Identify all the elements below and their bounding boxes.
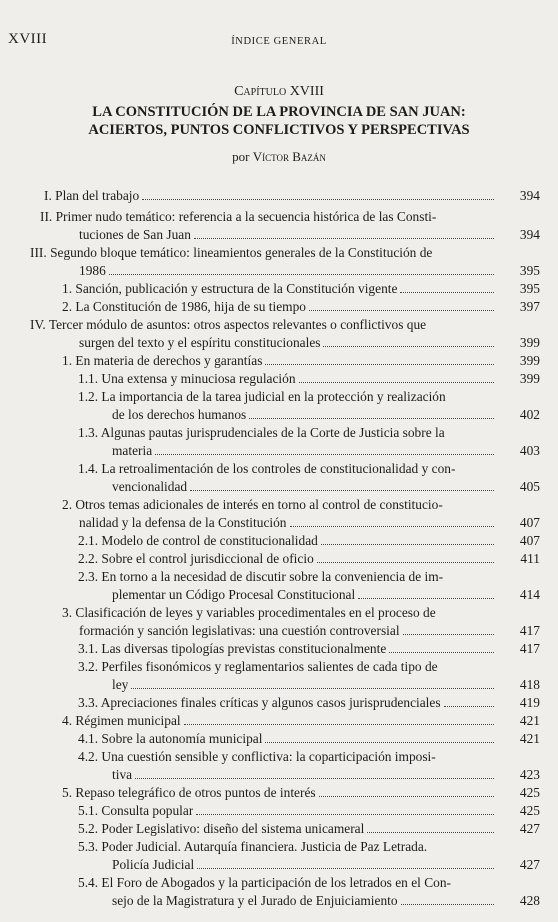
toc-entry-line: 5.3. Poder Judicial. Autarquía financiera. Justicia de Paz Letrada. xyxy=(78,839,428,854)
toc-entry-line xyxy=(78,802,497,820)
toc-entry-title: plementar un Código Procesal Constitucional xyxy=(112,587,356,602)
dot-leader xyxy=(358,586,494,599)
toc-entry-line: 2. Otros temas adicionales de interés en torno al control de constitucio- xyxy=(62,497,443,512)
toc-entry-title: nalidad y la defensa de la Constitución xyxy=(79,515,287,530)
page-number-roman: XVIII xyxy=(8,31,48,47)
toc-entry-line xyxy=(78,820,497,838)
toc-entry-title: 1.1. Una extensa y minuciosa regulación xyxy=(78,371,296,386)
toc-entry-line xyxy=(78,370,497,388)
toc-entry-line xyxy=(112,892,497,910)
toc-entry-title: tiva xyxy=(112,767,133,782)
toc-entry-title: 5. Repaso telegráfico de otros puntos de interés xyxy=(62,785,316,800)
toc-entry-line xyxy=(78,550,497,568)
toc-entry-line xyxy=(78,694,497,712)
toc-entry-title: 5.1. Consulta popular xyxy=(78,803,194,818)
toc-page-number: 428 xyxy=(519,893,540,908)
chapter-title-line-2: ACIERTOS, PUNTOS CONFLICTIVOS Y PERSPECTIVAS xyxy=(88,122,470,138)
toc-entry-title: vencionalidad xyxy=(112,479,188,494)
toc-entry-line: 1.3. Algunas pautas jurisprudenciales de la Corte de Justicia sobre la xyxy=(78,425,445,440)
toc-entry-title: formación y sanción legislativas: una cuestión controversial xyxy=(79,623,400,638)
dot-leader xyxy=(197,856,494,869)
toc-entry-title: de los derechos humanos xyxy=(112,407,247,422)
toc-entry-line: 2.3. En torno a la necesidad de discutir sobre la conveniencia de im- xyxy=(78,569,444,584)
dot-leader xyxy=(323,334,494,347)
toc-entry-line xyxy=(78,532,497,550)
toc-entry-title: 4. Régimen municipal xyxy=(62,713,181,728)
toc-entry-title: 3.1. Las diversas tipologías previstas constitucionalmente xyxy=(78,641,387,656)
dot-leader xyxy=(290,514,495,527)
toc-entry-title: tuciones de San Juan xyxy=(79,227,191,242)
toc-entry-line: 3. Clasificación de leyes y variables procedimentales en el proceso de xyxy=(62,605,436,620)
toc-entry-title: surgen del texto y el espíritu constitucionales xyxy=(79,335,321,350)
toc-page-number: 419 xyxy=(519,695,540,710)
toc-page-number: 399 xyxy=(519,371,540,386)
toc-page-number: 395 xyxy=(519,281,540,296)
author-prefix: por xyxy=(232,149,250,164)
toc-entry-line xyxy=(112,406,497,424)
dot-leader xyxy=(319,784,494,797)
toc-entry-line xyxy=(62,352,497,370)
toc-entry-line xyxy=(112,586,497,604)
dot-leader xyxy=(184,712,494,725)
toc-entry-title: sejo de la Magistratura y el Jurado de Enjuiciamiento xyxy=(112,893,398,908)
dot-leader xyxy=(131,676,494,689)
toc-page-number: 423 xyxy=(519,767,540,782)
toc-entry-line: IV. Tercer módulo de asuntos: otros aspectos relevantes o conflictivos que xyxy=(30,317,427,332)
toc-entry-title: 1986 xyxy=(79,263,106,278)
toc-entry-line xyxy=(79,514,497,532)
toc-entry-line xyxy=(44,187,497,205)
toc-entry-title: 5.2. Poder Legislativo: diseño del sistema unicameral xyxy=(78,821,365,836)
toc-entry-line xyxy=(62,784,497,802)
toc-entry-title: Policía Judicial xyxy=(112,857,195,872)
toc-entry-title: ley xyxy=(112,677,129,692)
toc-entry-line xyxy=(79,262,497,280)
toc-page-number: 394 xyxy=(519,227,540,242)
dot-leader xyxy=(135,766,494,779)
toc-page-number: 394 xyxy=(519,188,540,203)
dot-leader xyxy=(155,442,494,455)
dot-leader xyxy=(265,730,494,743)
toc-entry-line: 4.2. Una cuestión sensible y conflictiva: la coparticipación imposi- xyxy=(78,749,436,764)
toc-page-number: 421 xyxy=(519,713,540,728)
dot-leader xyxy=(309,298,494,311)
toc-entry-line xyxy=(62,298,497,316)
toc-entry-title: I. Plan del trabajo xyxy=(44,188,140,203)
chapter-label: Capítulo XVIII xyxy=(234,84,324,99)
dot-leader xyxy=(109,262,494,275)
dot-leader xyxy=(196,802,494,815)
toc-entry-line: 3.2. Perfiles fisonómicos y reglamentarios salientes de cada tipo de xyxy=(78,659,438,674)
toc-entry-line xyxy=(79,622,497,640)
dot-leader xyxy=(389,640,494,653)
dot-leader xyxy=(265,352,494,365)
toc-entry-line xyxy=(112,442,497,460)
toc-entry-line xyxy=(112,856,497,874)
dot-leader xyxy=(190,478,494,491)
toc-page-number: 414 xyxy=(519,587,540,602)
toc-page-number: 407 xyxy=(519,533,540,548)
toc-page-number: 427 xyxy=(519,821,540,836)
toc-page-number: 395 xyxy=(519,263,540,278)
toc-entry-line xyxy=(79,334,497,352)
toc-entry-title: 4.1. Sobre la autonomía municipal xyxy=(78,731,263,746)
toc-page-number: 417 xyxy=(519,641,540,656)
toc-entry-line: II. Primer nudo temático: referencia a la secuencia histórica de las Consti- xyxy=(40,209,437,224)
toc-entry-title: 3.3. Apreciaciones finales críticas y algunos casos jurisprudenciales xyxy=(78,695,441,710)
dot-leader xyxy=(444,694,494,707)
toc-entry-line: III. Segundo bloque temático: lineamientos generales de la Constitución de xyxy=(30,245,433,260)
dot-leader xyxy=(249,406,494,419)
toc-entry-title: 1. En materia de derechos y garantías xyxy=(62,353,263,368)
toc-entry-title: 2. La Constitución de 1986, hija de su tiempo xyxy=(62,299,306,314)
toc-page-number: 405 xyxy=(519,479,540,494)
author-name: Víctor Bazán xyxy=(252,149,326,164)
toc-entry-line xyxy=(78,730,497,748)
dot-leader xyxy=(142,187,494,200)
toc-page-number: 425 xyxy=(519,803,540,818)
toc-page-number: 417 xyxy=(519,623,540,638)
toc-page-number: 399 xyxy=(519,335,540,350)
dot-leader xyxy=(194,226,494,239)
toc-entry-line xyxy=(112,766,497,784)
dot-leader xyxy=(299,370,494,383)
toc-page-number: 403 xyxy=(519,443,540,458)
toc-entry-line xyxy=(112,478,497,496)
toc-entry-title: materia xyxy=(112,443,153,458)
toc-entry-line xyxy=(79,226,497,244)
dot-leader xyxy=(403,622,494,635)
toc-entry-line: 1.2. La importancia de la tarea judicial en la protección y realización xyxy=(78,389,446,404)
toc-page-number: 411 xyxy=(520,551,540,566)
toc-entry-title: 2.1. Modelo de control de constitucionalidad xyxy=(78,533,318,548)
toc-entry-line xyxy=(112,676,497,694)
dot-leader xyxy=(401,892,494,905)
dot-leader xyxy=(317,550,494,563)
toc-entry-line xyxy=(62,712,497,730)
toc-page-number: 397 xyxy=(519,299,540,314)
toc-page-number: 399 xyxy=(519,353,540,368)
toc-entry-title: 1. Sanción, publicación y estructura de la Constitución vigente xyxy=(62,281,398,296)
dot-leader xyxy=(367,820,494,833)
running-header: ÍNDICE GENERAL xyxy=(231,36,327,47)
dot-leader xyxy=(400,280,494,293)
toc-entry-line xyxy=(62,280,497,298)
toc-page-number: 407 xyxy=(519,515,540,530)
toc-entry-title: 2.2. Sobre el control jurisdiccional de oficio xyxy=(78,551,314,566)
toc-entry-line: 1.4. La retroalimentación de los controles de constitucionalidad y con- xyxy=(78,461,456,476)
toc-entry-line xyxy=(78,640,497,658)
toc-page-number: 402 xyxy=(519,407,540,422)
toc-page-number: 427 xyxy=(519,857,540,872)
toc-entry-line: 5.4. El Foro de Abogados y la participación de los letrados en el Con- xyxy=(78,875,451,890)
chapter-title-line-1: LA CONSTITUCIÓN DE LA PROVINCIA DE SAN JUAN: xyxy=(92,104,466,120)
dot-leader xyxy=(321,532,494,545)
toc-page-number: 418 xyxy=(519,677,540,692)
toc-page-number: 421 xyxy=(519,731,540,746)
toc-page-number: 425 xyxy=(519,785,540,800)
